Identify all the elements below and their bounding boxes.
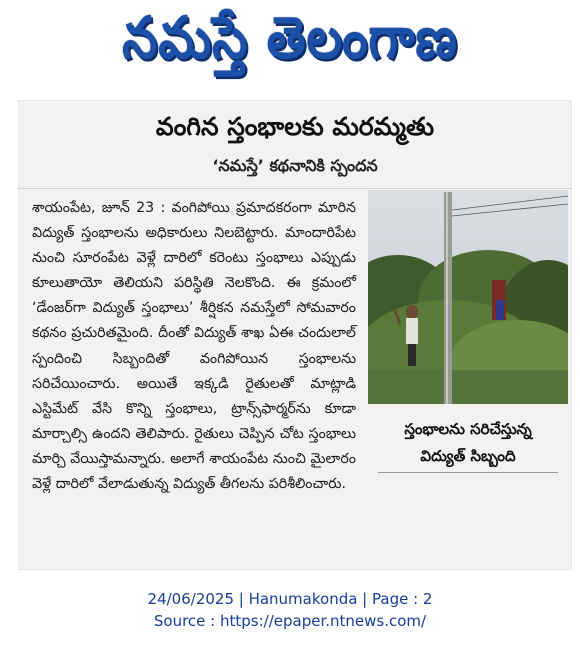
footer-date-edition: 24/06/2025 | Hanumakonda | Page : 2 [147,590,433,608]
news-clipping [18,100,572,570]
photo-image [368,190,568,404]
masthead-logo: నమస్తే తెలంగాణ [122,4,458,71]
divider [18,188,572,189]
masthead [0,0,580,90]
footer [0,588,580,632]
article-body-text: శాయంపేట, జూన్ 23 : వంగిపోయి ప్రమాదకరంగా మారిన విద్యుత్ స్తంభాలను అధికారులు నిలబెట్టారు. మాందారిపేట నుంచి సూరంపేట వెళ్లే దారిలో కరెంటు స్తంభాలు ఎప్పుడు కూలుతాయో తెలియని పరిస్థితి నెలకొంది. ఈ క్రమంలో ‘డేంజర్‌గా విద్యుత్ స్తంభాలు’ శీర్షికన నమస్తేలో సోమవారం కథనం ప్రచురితమైంది. దీంతో విద్యుత్ శాఖ ఏఈ చందులాల్ స్పందించి సిబ్బందితో వంగిపోయిన స్తంభాలను సరిచేయించారు. అయితే ఇక్కడి రైతులతో మాట్లాడి ఎస్టిమేట్ వేసి కొన్ని స్తంభాలు, ట్రాన్స్‌ఫార్మర్‌ను కూడా మార్చాల్సి ఉందని తెలిపారు. రైతులు చెప్పిన చోట స్తంభాలు మార్చి వేయిస్తామన్నారు. అలాగే శాయంపేట నుంచి మైలారం వెళ్లే దారిలో వేలాడుతున్న విద్యుత్ తీగలను పరిశీలించారు. [32,200,356,493]
photo-figure [368,190,568,474]
caption-divider [378,472,558,473]
photo-caption-line-2: విద్యుత్ సిబ్బంది [420,447,516,465]
photo-caption [368,416,568,470]
article-subheadline: ‘నమస్తే’ కథనానికి స్పందన [212,156,378,175]
article-headline: వంగిన స్తంభాలకు మరమ్మతు [155,112,435,141]
photo-caption-line-1: స్తంభాలను సరిచేస్తున్న [404,420,532,438]
article-photo [368,190,568,404]
footer-source: Source : https://epaper.ntnews.com/ [153,612,427,630]
